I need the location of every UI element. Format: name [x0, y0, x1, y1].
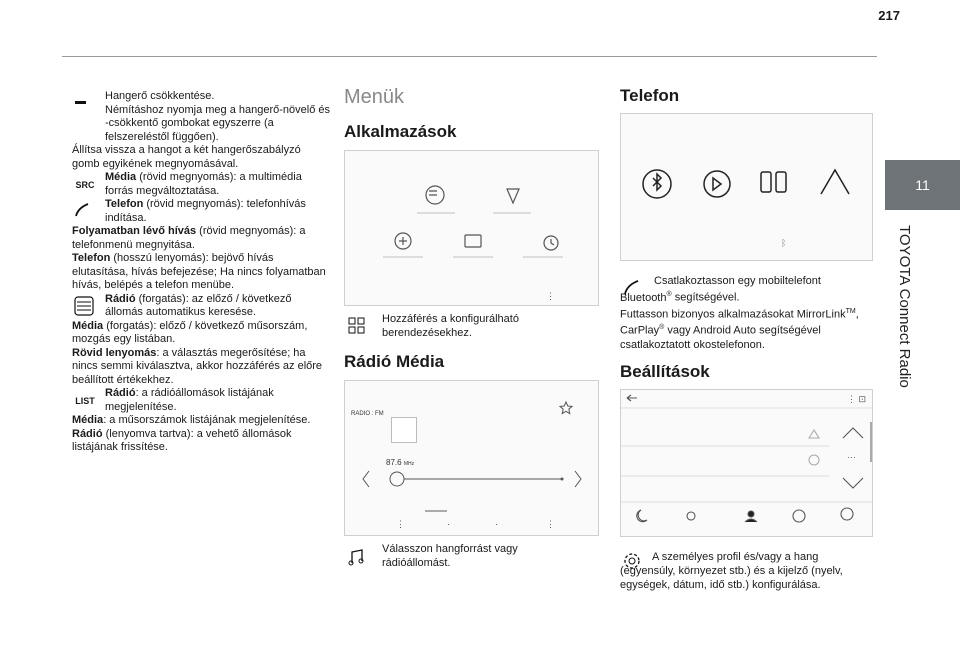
list-label: LIST	[75, 396, 95, 406]
menu-heading: Menük	[344, 86, 405, 108]
short-press-term: Rövid lenyomás	[72, 346, 157, 359]
music-note-icon	[346, 546, 368, 568]
phone-caption-2: segítségével.	[671, 291, 740, 304]
svg-text:⋮: ⋮	[546, 291, 555, 301]
settings-screen-icons	[621, 390, 872, 536]
phone-desc: (rövid megnyomás): telefonhívás indítása.	[105, 198, 306, 224]
tm-mark: TM	[845, 307, 856, 315]
left-column	[72, 90, 330, 455]
phone-caption-1: Csatlakoztasson egy mobiltelefont Bluetooth	[620, 275, 821, 304]
restore-text: Állítsa vissza a hangot a két hangerőszabályzó gomb egyikének megnyomásával.	[72, 144, 301, 170]
list-block	[72, 387, 330, 414]
radio-rotate-desc: (forgatás): az előző / következő állomás automatikus keresése.	[105, 292, 292, 318]
settings-gear-icon	[793, 510, 805, 522]
tuner-knob-icon	[390, 472, 404, 486]
chapter-title: TOYOTA Connect Radio	[896, 225, 913, 388]
mirrorlink-icon	[761, 172, 771, 192]
settings-screen	[620, 389, 873, 537]
media-term: Média	[105, 171, 137, 183]
apps-heading: Alkalmazások	[344, 122, 457, 141]
radio-band: RADIO : FM	[351, 411, 384, 417]
media-rotate-term: Média	[72, 319, 104, 332]
phone-term: Telefon	[105, 198, 144, 210]
radio-list-term: Rádió	[105, 387, 136, 399]
reg-mark-2: ®	[659, 324, 665, 332]
phone-caption-3: Futtasson bizonyos alkalmazásokat MirrorLink	[620, 308, 846, 321]
back-arrow-icon	[627, 395, 637, 401]
src-block	[72, 171, 330, 198]
svg-text:⋮: ⋮	[396, 519, 405, 529]
page-number: 217	[878, 8, 900, 23]
next-arrow-icon	[575, 471, 581, 487]
radio-screen	[344, 380, 599, 536]
prev-arrow-icon	[363, 471, 369, 487]
reg-mark-1: ®	[666, 291, 672, 298]
apps-icon-row1	[417, 186, 531, 213]
phone-caption-5: vagy Android Auto segítségével csatlakoztatott okostelefonon.	[620, 324, 821, 351]
svg-text:⋮ ⊡: ⋮ ⊡	[847, 394, 867, 404]
svg-text:ᛒ: ᛒ	[781, 238, 787, 248]
grid-icon	[346, 315, 368, 337]
header-rule	[62, 56, 877, 57]
profile-icon	[748, 511, 754, 517]
ongoing-call-term: Folyamatban lévő hívás	[72, 225, 197, 237]
apps-screen-icons	[345, 151, 598, 305]
media-desc: (rövid megnyomás): a multimédia forrás megváltoztatása.	[105, 171, 302, 197]
android-auto-icon	[821, 170, 849, 194]
privacy-icon	[841, 508, 853, 520]
short-press-desc: : a választás megerősítése; ha nincs semmi kiválasztva, akkor hozzáférés az előre beállított értékekhez.	[72, 346, 323, 386]
radio-freq-value: 87.6	[386, 458, 402, 467]
minus-icon	[72, 93, 98, 105]
svg-text:·: ·	[447, 519, 450, 529]
settings-caption: A személyes profil és/vagy a hang (egyensúly, környezet stb.) és a kijelző (nyelv, egységek, dátum, idő stb.) konfigurálása.	[620, 551, 843, 591]
radio-caption: Válasszon hangforrást vagy rádióállomást.	[382, 543, 518, 569]
radio-controls	[345, 381, 598, 535]
scroll-up-icon	[843, 428, 863, 438]
volume-down-block	[72, 90, 330, 104]
phone-long-desc: (hosszú lenyomás): bejövő hívás elutasítása, hívás befejezése; Ha nincs folyamatban hívás, belépés a telefon menübe.	[72, 252, 326, 291]
volume-down-text: Hangerő csökkentése.	[105, 90, 215, 102]
phone-caption-4: , CarPlay	[620, 308, 859, 337]
wheel-block	[72, 293, 330, 320]
media-list-desc: : a műsorszámok listájának megjelenítése.	[103, 414, 311, 426]
apps-icon-row2	[383, 233, 563, 257]
settings-heading: Beállítások	[620, 362, 710, 381]
phone-icon	[72, 200, 98, 220]
radio-list-desc: : a rádióállomások listájának megjelenítése.	[105, 387, 274, 413]
svg-text:···: ···	[847, 452, 856, 462]
apps-screen	[344, 150, 599, 306]
wheel-icon	[72, 295, 98, 317]
src-label: SRC	[75, 180, 95, 190]
scroll-down-icon	[843, 478, 863, 488]
phone-block	[72, 198, 330, 225]
apps-caption: Hozzáférés a konfigurálható berendezésekhez.	[382, 313, 519, 339]
phone-caption	[620, 274, 875, 352]
phone-heading: Telefon	[620, 86, 680, 105]
radio-hold-desc: (lenyomva tartva): a vehető állomások listájának frissítése.	[72, 427, 292, 453]
radio-freq-unit: MHz	[403, 461, 415, 467]
night-mode-icon	[637, 510, 647, 522]
radio-rotate-term: Rádió	[105, 292, 136, 305]
day-night-icon	[687, 512, 695, 520]
carplay-icon	[704, 171, 730, 197]
chapter-tab[interactable]: 11	[885, 160, 960, 210]
media-list-term: Média	[72, 414, 104, 426]
phone-screen-icons	[621, 114, 872, 260]
mute-text: Némításhoz nyomja meg a hangerő-növelő és -csökkentő gombokat egyszerre (a felszereléstől függően).	[105, 103, 331, 143]
ongoing-call-desc: (rövid megnyomás): a telefonmenü megnyitása.	[72, 225, 306, 251]
media-rotate-desc: (forgatás): előző / következő műsorszám, mozgás egy listában.	[72, 319, 308, 345]
radio-heading: Rádió Média	[344, 352, 445, 371]
radio-hold-term: Rádió	[72, 427, 103, 440]
svg-text:⋮: ⋮	[546, 519, 555, 529]
phone-long-term: Telefon	[72, 252, 111, 264]
phone-screen	[620, 113, 873, 261]
svg-text:·: ·	[495, 519, 498, 529]
